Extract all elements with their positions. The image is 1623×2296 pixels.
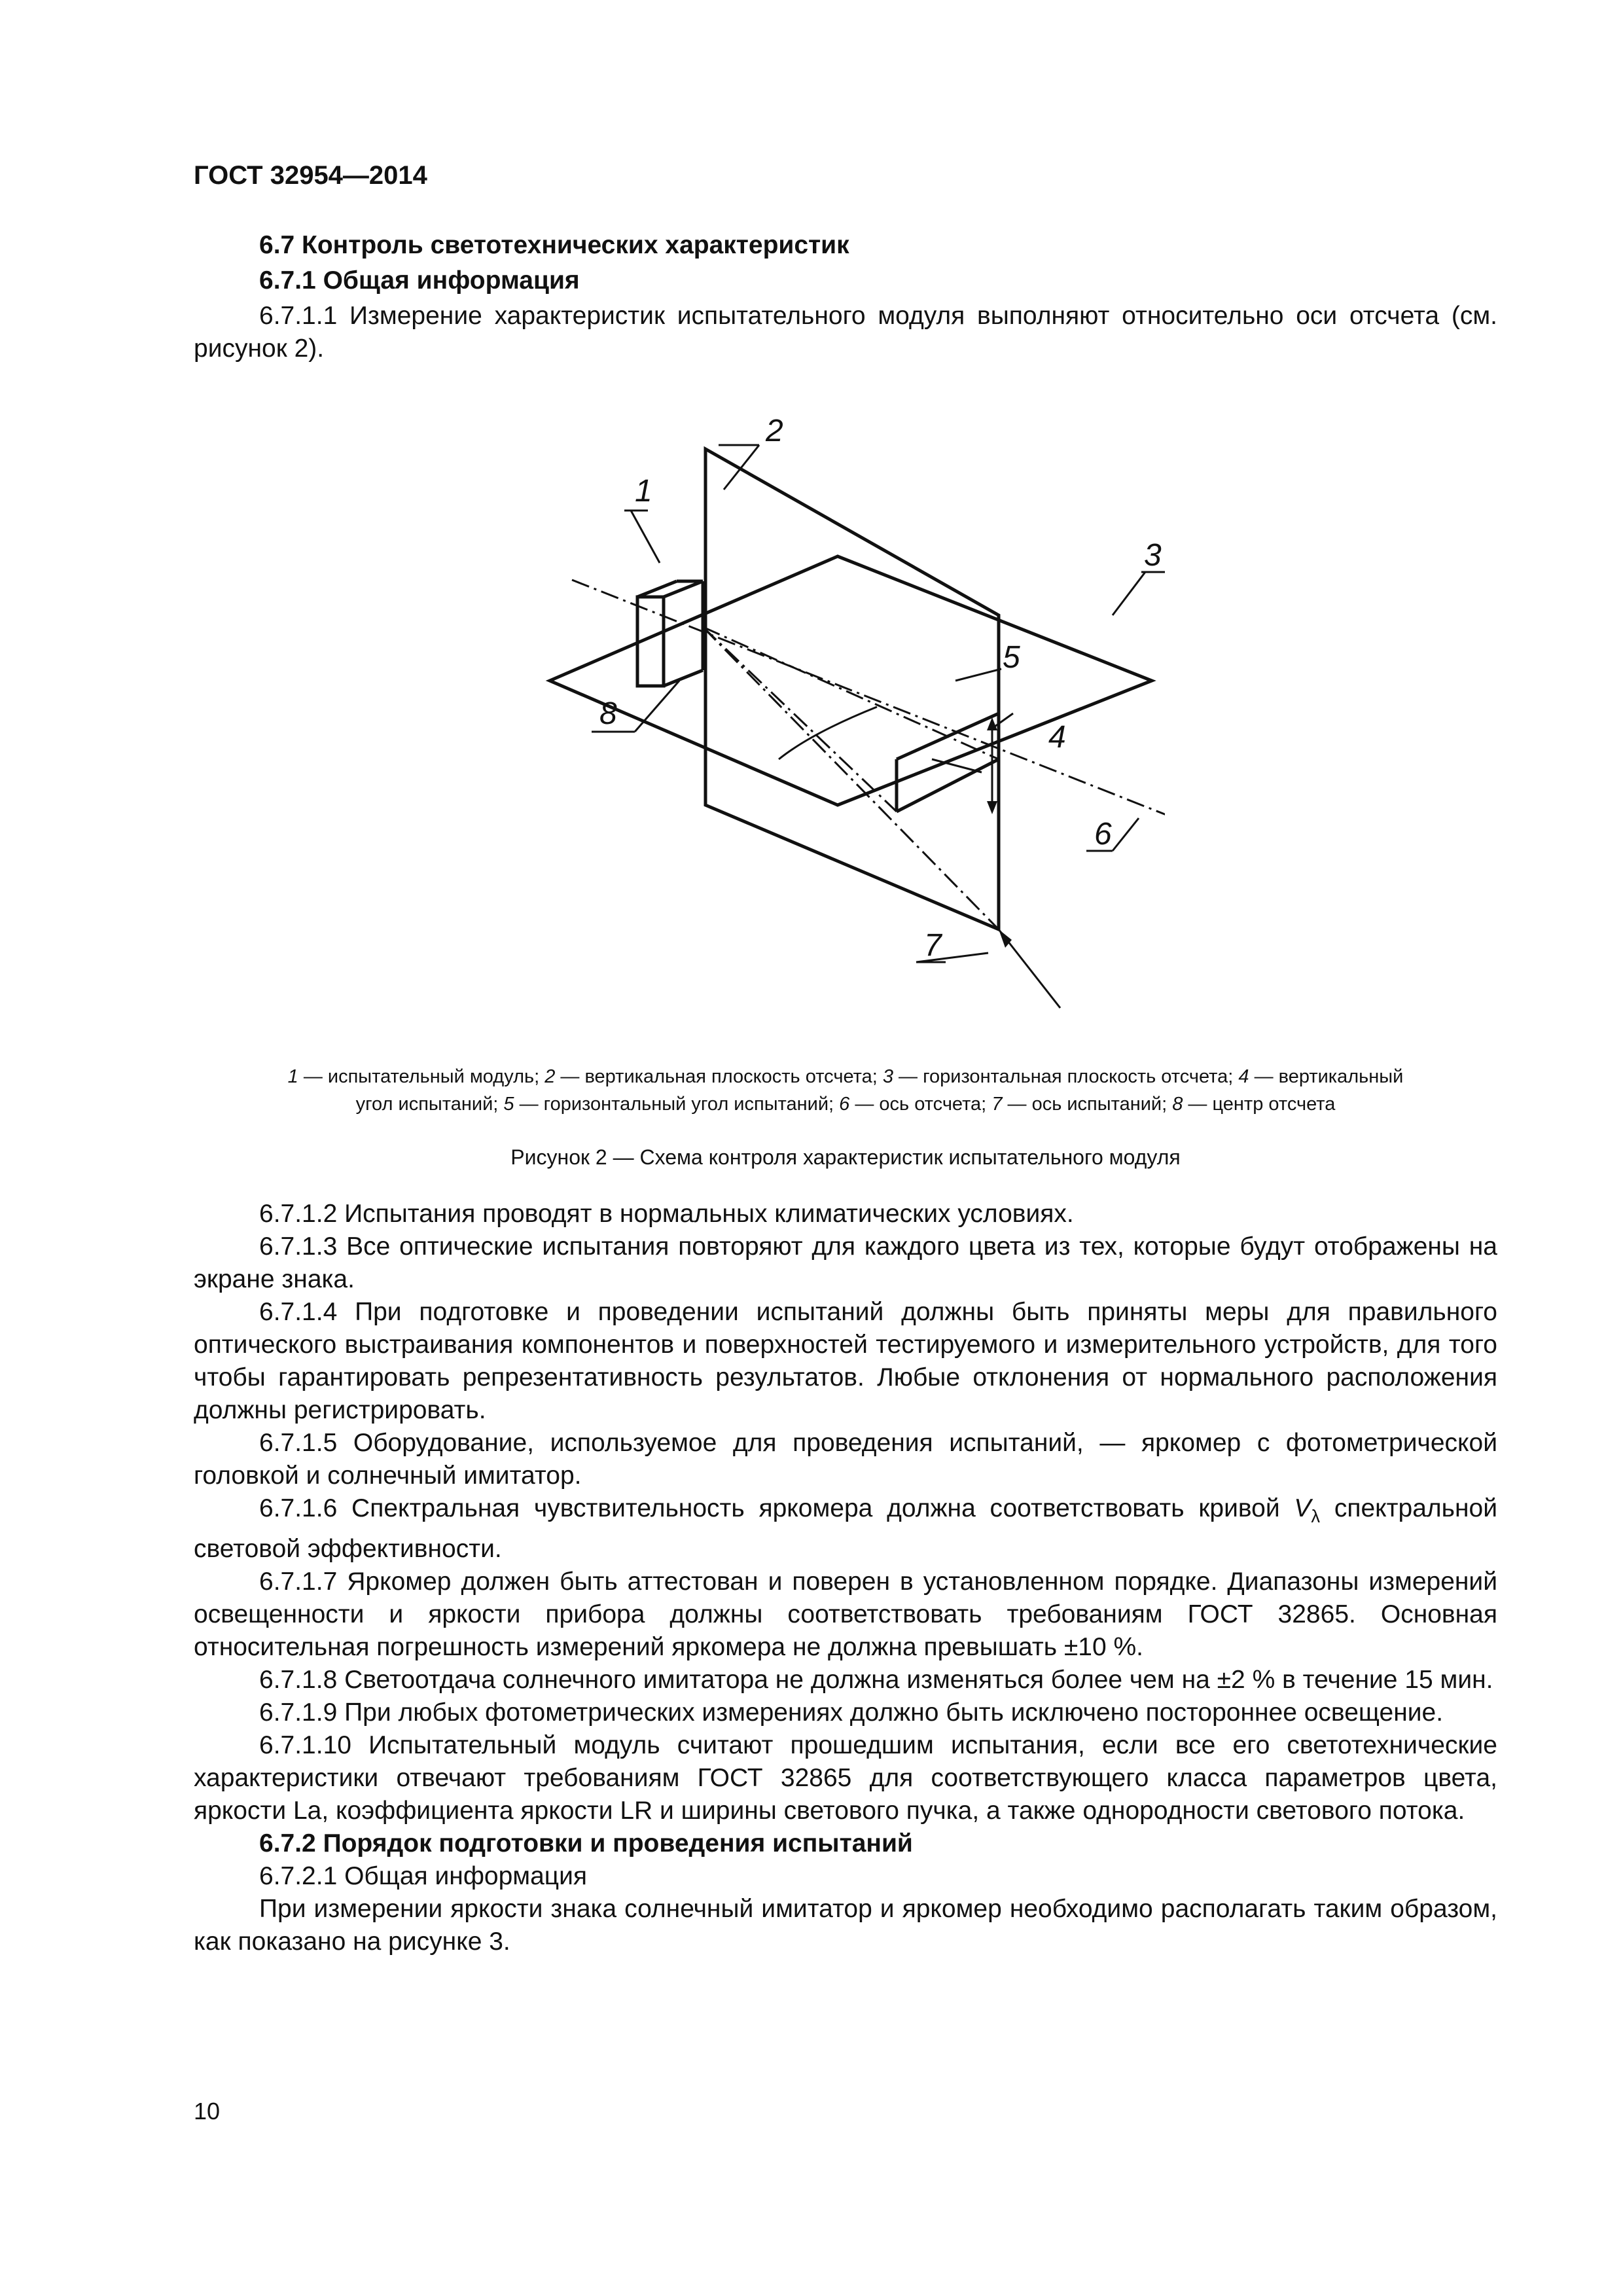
legend-text: — горизонтальный угол испытаний; bbox=[514, 1094, 840, 1115]
paragraph-part: спектральной световой эффективности. bbox=[194, 1494, 1497, 1563]
paragraph: 6.7.2.1 Общая информация bbox=[259, 1861, 588, 1890]
subsection-heading: 6.7.1 Общая информация bbox=[259, 266, 580, 295]
test-axis bbox=[703, 627, 999, 929]
figure-label-5: 5 bbox=[1003, 640, 1020, 675]
paragraph bbox=[194, 1492, 1497, 1566]
legend-num: 5 bbox=[503, 1094, 514, 1115]
paragraph: 6.7.1.4 При подготовке и проведении испытаний должны быть приняты меры для правильного оптического выстраивания компонентов и поверхностей тестируемого и измерительного устройств, для того чтобы гарантировать репрезентативность результатов. Любые отклонения от нормального расположения должны регистрировать. bbox=[194, 1298, 1497, 1424]
legend-num: 8 bbox=[1172, 1094, 1183, 1115]
figure-diagram bbox=[537, 419, 1165, 1034]
legend-text: — вертикальная плоскость отсчета; bbox=[555, 1066, 883, 1087]
paragraph: 6.7.1.8 Светоотдача солнечного имитатора не должна изменяться более чем на ±2 % в течение 15 мин. bbox=[259, 1665, 1493, 1694]
figure-label-8: 8 bbox=[599, 696, 617, 731]
legend-text: — горизонтальная плоскость отсчета; bbox=[893, 1066, 1239, 1087]
figure-label-7: 7 bbox=[924, 928, 942, 963]
paragraph: 6.7.1.3 Все оптические испытания повторяют для каждого цвета из тех, которые будут отображены на экране знака. bbox=[194, 1232, 1497, 1293]
figure-label-2: 2 bbox=[766, 419, 783, 448]
figure-label-1: 1 bbox=[635, 474, 652, 509]
legend-text: — испытательный модуль; bbox=[298, 1066, 545, 1087]
legend-text: — вертикальный bbox=[1249, 1066, 1404, 1087]
legend-num: 6 bbox=[839, 1094, 850, 1115]
subsection-heading: 6.7.2 Порядок подготовки и проведения испытаний bbox=[259, 1829, 913, 1857]
figure-label-4: 4 bbox=[1048, 720, 1066, 755]
legend-num: 7 bbox=[991, 1094, 1003, 1115]
figure-caption: Рисунок 2 — Схема контроля характеристик испытательного модуля bbox=[510, 1145, 1181, 1169]
paragraph: 6.7.1.9 При любых фотометрических измерениях должно быть исключено постороннее освещение. bbox=[259, 1698, 1444, 1727]
symbol-v: V bbox=[1294, 1494, 1311, 1522]
paragraph: 6.7.1.5 Оборудование, используемое для проведения испытаний, — яркомер с фотометрической головкой и солнечный имитатор. bbox=[194, 1429, 1497, 1490]
legend-text: — центр отсчета bbox=[1183, 1094, 1336, 1115]
legend-text: угол испытаний; bbox=[355, 1094, 504, 1115]
figure-legend bbox=[194, 1063, 1497, 1118]
symbol-lambda: λ bbox=[1311, 1505, 1321, 1526]
legend-text: — ось отсчета; bbox=[849, 1094, 992, 1115]
legend-num: 4 bbox=[1238, 1066, 1249, 1087]
section-heading: 6.7 Контроль светотехнических характеристик bbox=[259, 231, 849, 259]
section-top bbox=[194, 229, 1497, 365]
paragraph-part: 6.7.1.6 Спектральная чувствительность яркомера должна соответствовать кривой bbox=[259, 1494, 1294, 1522]
legend-num: 1 bbox=[287, 1066, 298, 1087]
paragraph: 6.7.1.1 Измерение характеристик испытательного модуля выполняют относительно оси отсчета (см. рисунок 2). bbox=[194, 302, 1497, 363]
document-header: ГОСТ 32954—2014 bbox=[194, 161, 427, 190]
legend-num: 2 bbox=[544, 1066, 556, 1087]
paragraph: 6.7.1.10 Испытательный модуль считают прошедшим испытания, если все его светотехнические характеристики отвечают требованиям ГОСТ 32865 для соответствующего класса параметров цвета, яркости La, коэффициента яркости LR и ширины светового пучка, а также однородности светового потока. bbox=[194, 1731, 1497, 1825]
page-number: 10 bbox=[194, 2098, 221, 2125]
paragraph: При измерении яркости знака солнечный имитатор и яркомер необходимо располагать таким образом, как показано на рисунке 3. bbox=[194, 1894, 1497, 1956]
paragraph: 6.7.1.2 Испытания проводят в нормальных климатических условиях. bbox=[259, 1200, 1074, 1228]
figure-label-6: 6 bbox=[1094, 817, 1112, 852]
vertical-plane bbox=[705, 449, 999, 929]
paragraph: 6.7.1.7 Яркомер должен быть аттестован и поверен в установленном порядке. Диапазоны измерений освещенности и яркости прибора должны соответствовать требованиям ГОСТ 32865. Основная относительная погрешность измерений яркомера не должна превышать ±10 %. bbox=[194, 1567, 1497, 1661]
body-text bbox=[194, 1198, 1497, 1958]
legend-num: 3 bbox=[882, 1066, 893, 1087]
figure-label-3: 3 bbox=[1144, 538, 1162, 573]
legend-text: — ось испытаний; bbox=[1002, 1094, 1173, 1115]
